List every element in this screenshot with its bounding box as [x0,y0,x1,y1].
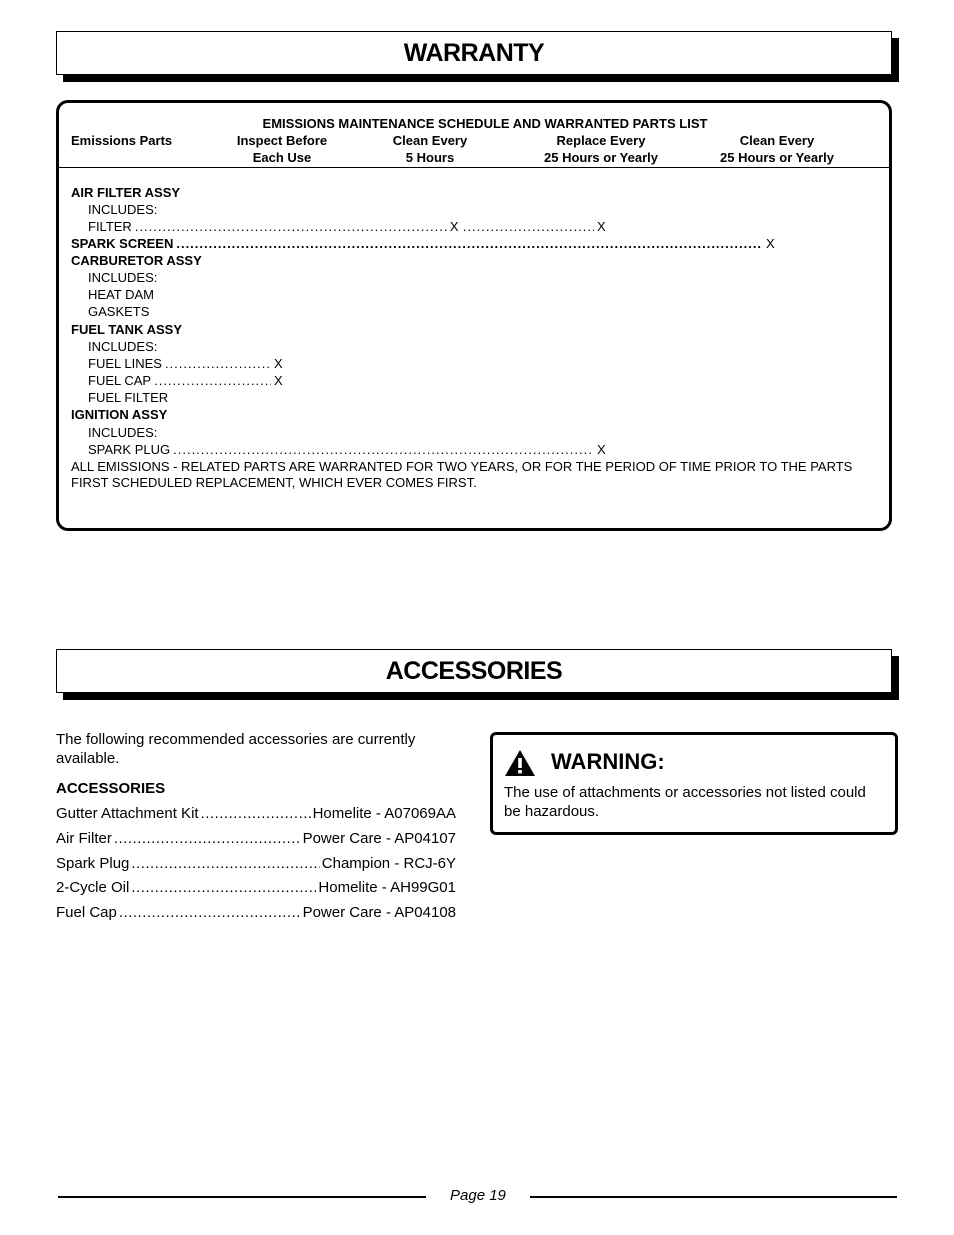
column-header-line: Replace Every [556,133,646,148]
warning-triangle-icon [504,749,536,777]
part-ignition-assy: IGNITION ASSY [71,407,168,422]
part-label: SPARK PLUG [88,442,171,457]
accessory-name: Air Filter [56,830,112,847]
part-heat-dam: HEAT DAM [88,287,154,302]
leader-dots [135,218,447,235]
column-header-line: Clean Every [739,133,815,148]
part-label: FILTER [88,219,132,234]
part-filter [88,218,607,235]
leader-dots [201,804,311,823]
part-label: SPARK SCREEN [71,236,174,251]
footer-rule-left [58,1196,426,1198]
column-header-parts: Emissions Parts [71,133,173,148]
includes-label: INCLUDES: [88,339,158,354]
part-spark-screen [71,235,776,252]
leader-dots [463,218,594,235]
warning-title: WARNING: [551,749,665,774]
accessory-part-number: Power Care - AP04108 [302,904,456,921]
check-mark: X [274,356,283,371]
column-header-line: Each Use [252,150,312,165]
includes-label: INCLUDES: [88,270,158,285]
accessory-name: Gutter Attachment Kit [56,805,199,822]
part-air-filter-assy: AIR FILTER ASSY [71,185,181,200]
part-fuel-tank-assy: FUEL TANK ASSY [71,322,182,337]
leader-dots [173,441,594,458]
part-fuel-lines [88,355,284,372]
leader-dots [114,829,301,848]
accessory-part-number: Champion - RCJ-6Y [321,855,456,872]
accessory-item [56,804,456,823]
accessory-item [56,878,456,897]
accessory-name: Fuel Cap [56,904,117,921]
accessory-part-number: Homelite - AH99G01 [318,879,456,896]
leader-dots [131,878,316,897]
header-divider [59,167,889,168]
column-header-line: 5 Hours [405,150,455,165]
accessories-heading: ACCESSORIES [56,780,166,797]
check-mark: X [766,236,775,251]
leader-dots [154,372,271,389]
accessory-name: 2-Cycle Oil [56,879,130,896]
leader-dots [165,355,271,372]
part-carburetor-assy: CARBURETOR ASSY [71,253,202,268]
accessories-intro: The following recommended accessories are currently available. [56,731,416,767]
column-header-line: 25 Hours or Yearly [720,150,834,165]
column-header-clean-5h [393,132,467,166]
column-header-line: Inspect Before [236,133,328,148]
column-header-replace-25h [544,132,658,166]
accessory-part-number: Power Care - AP04107 [302,830,456,847]
leader-dots [176,235,763,252]
part-gaskets: GASKETS [88,304,150,319]
column-header-clean-25h [720,132,834,166]
warranty-footnote-line2: FIRST SCHEDULED REPLACEMENT, WHICH EVER COMES FIRST. [71,475,477,490]
accessory-item [56,829,456,848]
warranty-title: WARRANTY [56,31,892,75]
column-header-inspect [237,132,327,166]
emissions-schedule-table [56,100,892,531]
part-label: FUEL CAP [88,373,152,388]
footer-rule-right [530,1196,897,1198]
accessories-title: ACCESSORIES [56,649,892,693]
check-mark: X [449,219,459,234]
includes-label: INCLUDES: [88,202,158,217]
includes-label: INCLUDES: [88,425,158,440]
warranty-footnote-line1: ALL EMISSIONS - RELATED PARTS ARE WARRANTED FOR TWO YEARS, OR FOR THE PERIOD OF TIME PRIOR TO THE PARTS [71,459,853,474]
check-mark: X [597,442,606,457]
part-spark-plug [88,441,607,458]
accessory-name: Spark Plug [56,855,130,872]
leader-dots [131,854,319,873]
check-mark: X [597,219,606,234]
part-label: FUEL LINES [88,356,162,371]
column-header-line: 25 Hours or Yearly [544,150,658,165]
page-number: Page 19 [450,1187,506,1204]
check-mark: X [274,373,283,388]
column-header-line: Clean Every [392,133,468,148]
accessory-item [56,854,456,873]
table-heading: EMISSIONS MAINTENANCE SCHEDULE AND WARRANTED PARTS LIST [262,116,708,131]
part-fuel-cap [88,372,284,389]
accessory-part-number: Homelite - A07069AA [312,805,456,822]
accessory-item [56,903,456,922]
warning-box [490,732,898,835]
warning-text: The use of attachments or accessories not listed could be hazardous. [504,784,866,820]
leader-dots [119,903,301,922]
part-fuel-filter: FUEL FILTER [88,390,169,405]
